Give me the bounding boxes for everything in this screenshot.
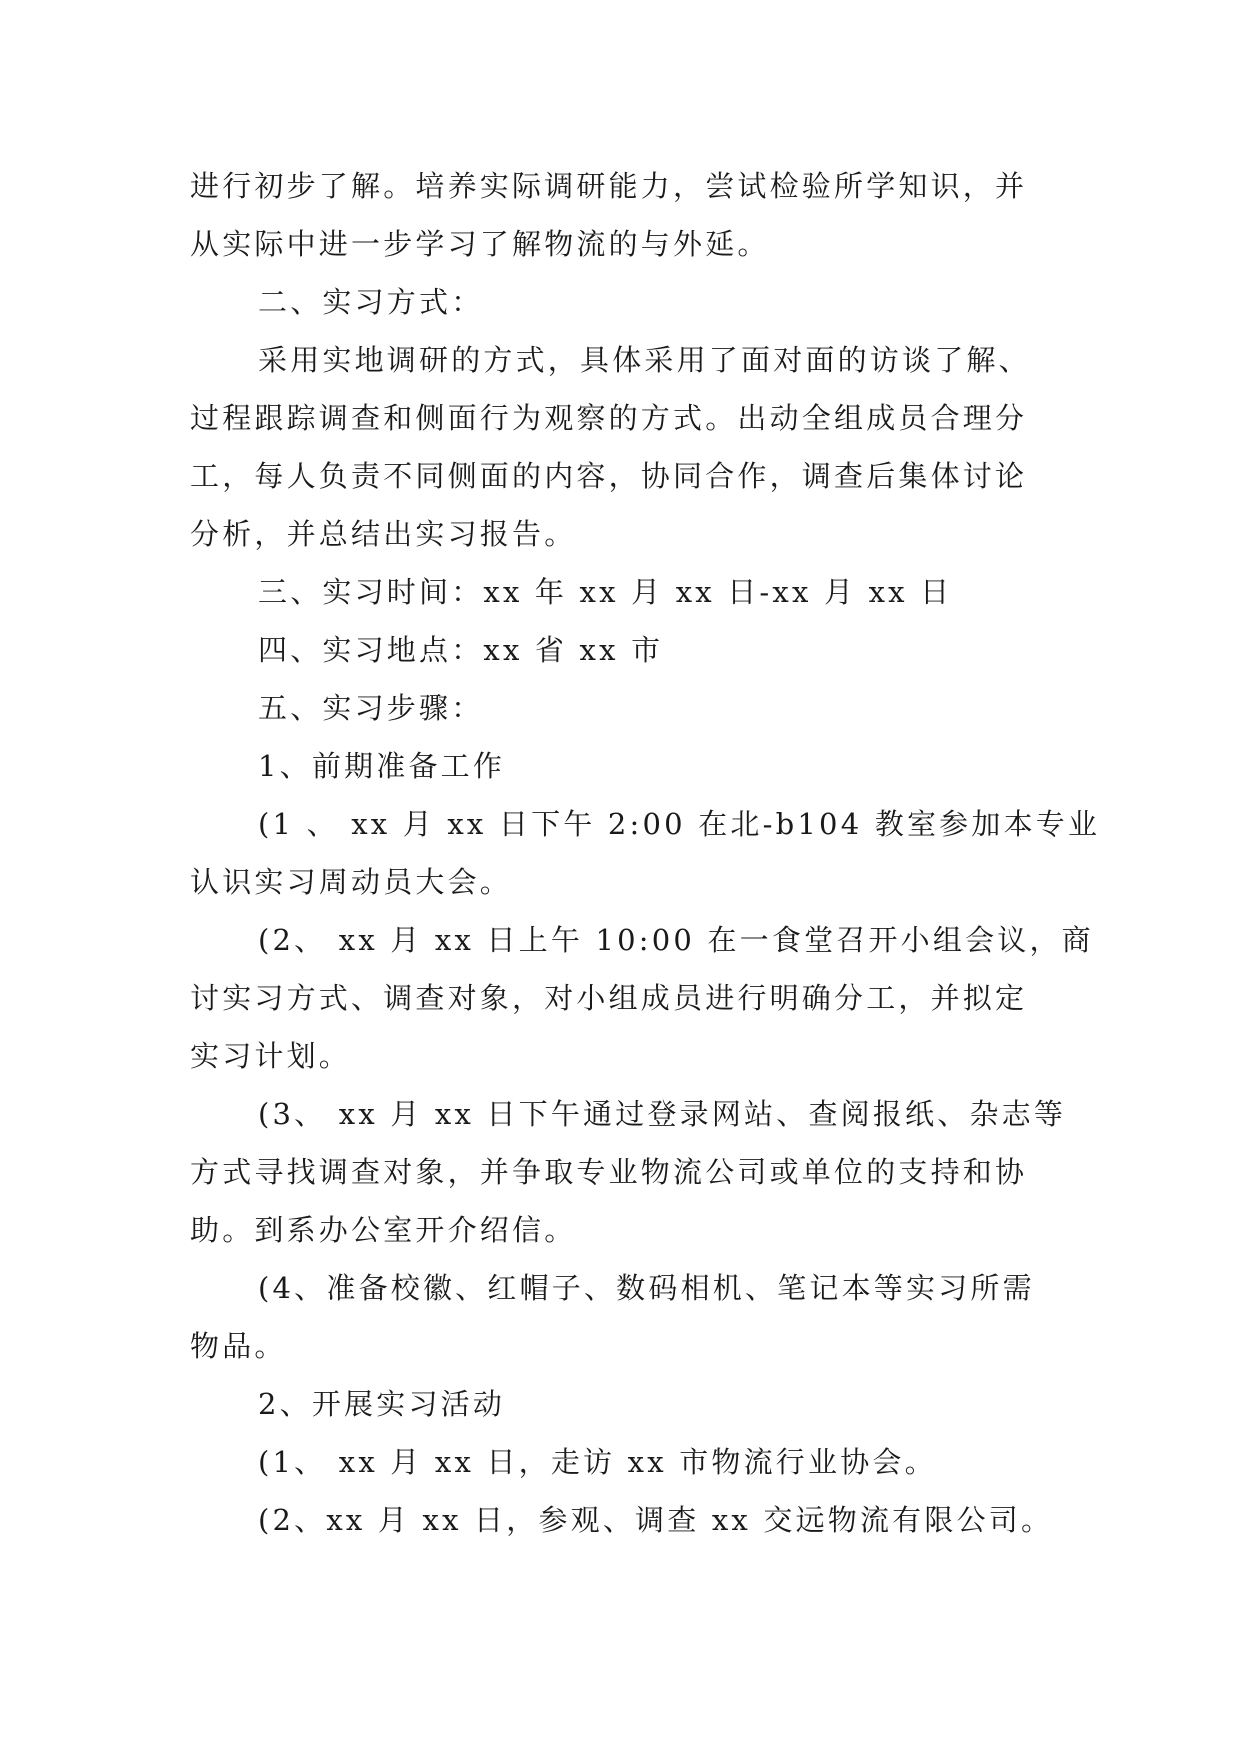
paragraph-line: (2、 xx 月 xx 日上午 10:00 在一食堂召开小组会议，商 xyxy=(258,923,1094,957)
paragraph-line: (3、 xx 月 xx 日下午通过登录网站、查阅报纸、杂志等 xyxy=(258,1097,1067,1131)
section-heading: 二、实习方式： xyxy=(258,285,484,319)
paragraph-line: 物品。 xyxy=(190,1329,287,1363)
paragraph-line: 进行初步了解。培养实际调研能力，尝试检验所学知识，并 xyxy=(190,169,1028,203)
paragraph-line: 讨实习方式、调查对象，对小组成员进行明确分工，并拟定 xyxy=(190,981,1028,1015)
paragraph-line: 从实际中进一步学习了解物流的与外延。 xyxy=(190,227,770,261)
paragraph-line: 助。到系办公室开介绍信。 xyxy=(190,1213,577,1247)
paragraph-line: 实习计划。 xyxy=(190,1039,352,1073)
paragraph-line: (1 、 xx 月 xx 日下午 2:00 在北-b104 教室参加本专业 xyxy=(258,807,1101,841)
paragraph-line: 过程跟踪调查和侧面行为观察的方式。出动全组成员合理分 xyxy=(190,401,1028,435)
paragraph-line: 认识实习周动员大会。 xyxy=(190,865,513,899)
paragraph-line: 工，每人负责不同侧面的内容，协同合作，调查后集体讨论 xyxy=(190,459,1028,493)
section-heading: 三、实习时间：xx 年 xx 月 xx 日-xx 月 xx 日 xyxy=(258,575,953,609)
paragraph-line: (1、 xx 月 xx 日，走访 xx 市物流行业协会。 xyxy=(258,1445,937,1479)
subsection-heading: 1、前期准备工作 xyxy=(258,749,506,783)
paragraph-line: (4、准备校徽、红帽子、数码相机、笔记本等实习所需 xyxy=(258,1271,1035,1305)
paragraph-line: 采用实地调研的方式，具体采用了面对面的访谈了解、 xyxy=(258,343,1031,377)
section-heading: 四、实习地点：xx 省 xx 市 xyxy=(258,633,664,667)
paragraph-line: 方式寻找调查对象，并争取专业物流公司或单位的支持和协 xyxy=(190,1155,1028,1189)
paragraph-line: (2、xx 月 xx 日，参观、调查 xx 交远物流有限公司。 xyxy=(258,1503,1054,1537)
section-heading: 五、实习步骤： xyxy=(258,691,484,725)
paragraph-line: 分析，并总结出实习报告。 xyxy=(190,517,577,551)
subsection-heading: 2、开展实习活动 xyxy=(258,1387,506,1421)
